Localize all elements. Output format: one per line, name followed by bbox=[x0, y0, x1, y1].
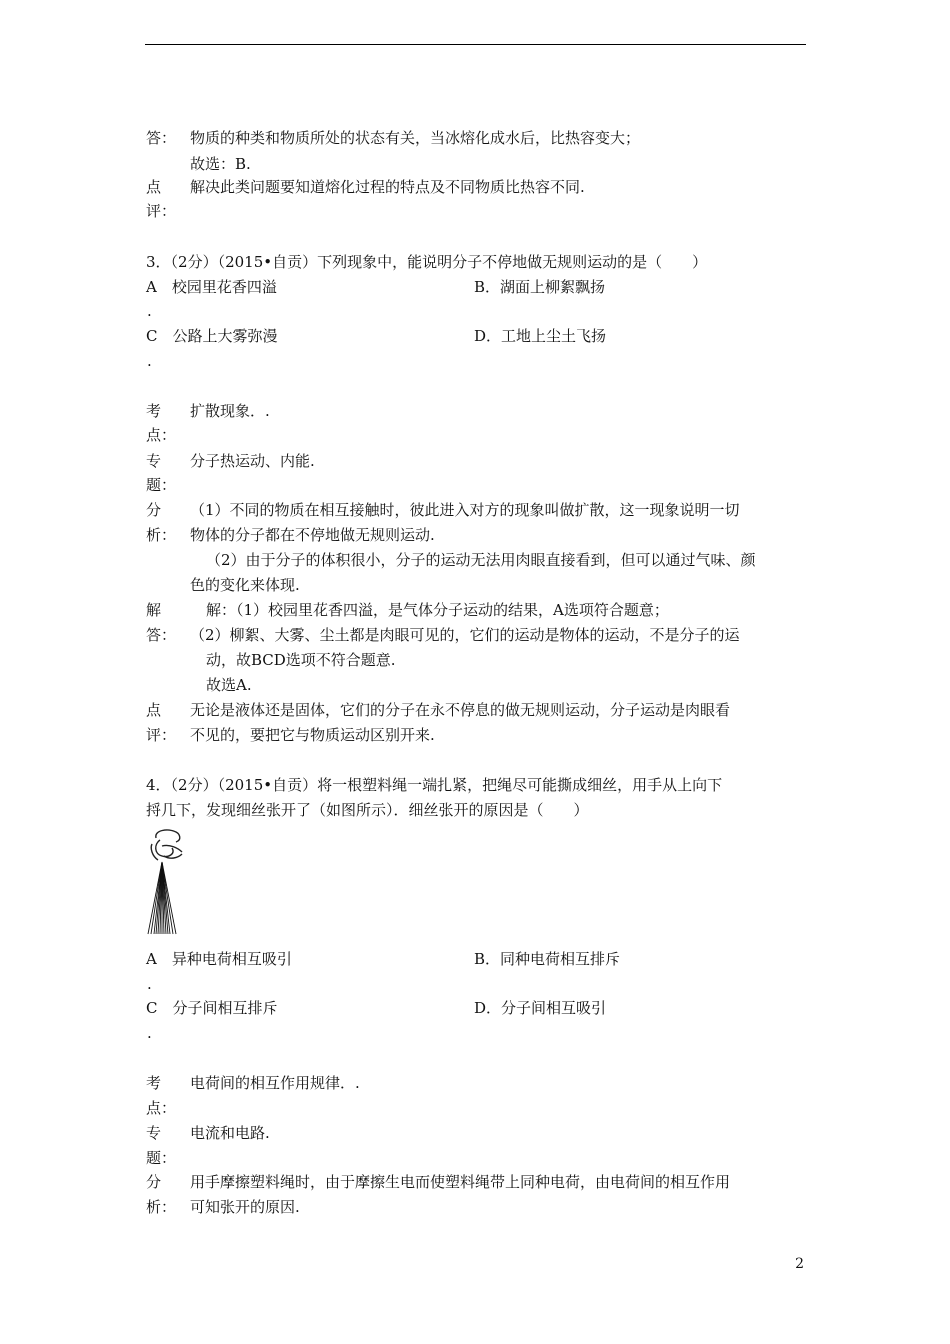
q4-stem-2: 捋几下，发现细丝张开了（如图所示）．细丝张开的原因是（ ） bbox=[146, 801, 589, 819]
q4-fenxi-line: 可知张开的原因. bbox=[190, 1198, 300, 1216]
comment-label: 点 bbox=[146, 178, 162, 196]
q3-option-dot: . bbox=[147, 352, 152, 370]
q3-fenxi-line: 色的变化来体现. bbox=[190, 576, 300, 594]
q4-fenxi-label: 分 bbox=[146, 1173, 162, 1191]
q3-zhuanti-label: 专 bbox=[146, 452, 162, 470]
q3-fenxi-line: （2）由于分子的体积很小，分子的运动无法用肉眼直接看到，但可以通过气味、颜 bbox=[206, 551, 756, 569]
q3-dianping-line: 不见的，要把它与物质运动区别开来. bbox=[190, 726, 435, 744]
q3-jieda-line: 解：（1）校园里花香四溢，是气体分子运动的结果，A选项符合题意； bbox=[206, 601, 669, 619]
q4-fenxi-label-2: 析： bbox=[146, 1198, 177, 1216]
answer-choice: 故选：B. bbox=[190, 155, 251, 173]
q4-option-dot: . bbox=[147, 975, 152, 993]
q3-option-d: D．工地上尘土飞扬 bbox=[474, 327, 607, 345]
header-rule bbox=[145, 44, 806, 45]
q3-fenxi-line: 物体的分子都在不停地做无规则运动. bbox=[190, 526, 435, 544]
q3-jieda-line: 故选A. bbox=[206, 676, 252, 694]
q3-option-c: C 公路上大雾弥漫 bbox=[146, 327, 278, 345]
q3-option-dot: . bbox=[147, 302, 152, 320]
q3-option-a: A 校园里花香四溢 bbox=[146, 278, 277, 296]
q4-option-d: D．分子间相互吸引 bbox=[474, 999, 607, 1017]
q3-option-b: B．湖面上柳絮飘扬 bbox=[474, 278, 606, 296]
q3-jieda-label-2: 答： bbox=[146, 626, 177, 644]
page-number: 2 bbox=[795, 1256, 804, 1272]
q4-zhuanti-text: 电流和电路. bbox=[190, 1124, 270, 1142]
q3-dianping-label: 点 bbox=[146, 701, 162, 719]
answer-text: 物质的种类和物质所处的状态有关，当冰熔化成水后，比热容变大； bbox=[190, 129, 641, 147]
q3-dianping-label-2: 评： bbox=[146, 726, 177, 744]
q4-zhuanti-label-2: 题： bbox=[146, 1149, 177, 1167]
q3-fenxi-line: （1）不同的物质在相互接触时，彼此进入对方的现象叫做扩散，这一现象说明一切 bbox=[190, 501, 740, 519]
q4-kaodian-label-2: 点： bbox=[146, 1099, 177, 1117]
q3-jieda-line: （2）柳絮、大雾、尘土都是肉眼可见的，它们的运动是物体的运动，不是分子的运 bbox=[190, 626, 740, 644]
q4-option-b: B．同种电荷相互排斥 bbox=[474, 950, 621, 968]
q4-kaodian-label: 考 bbox=[146, 1074, 162, 1092]
q3-zhuanti-text: 分子热运动、内能. bbox=[190, 452, 315, 470]
q4-option-c: C 分子间相互排斥 bbox=[146, 999, 278, 1017]
q3-jieda-line: 动，故BCD选项不符合题意. bbox=[206, 651, 396, 669]
q3-kaodian-label-2: 点： bbox=[146, 426, 177, 444]
comment-label-2: 评： bbox=[146, 202, 177, 220]
q3-fenxi-label: 分 bbox=[146, 501, 162, 519]
q4-option-dot: . bbox=[147, 1024, 152, 1042]
q3-kaodian-text: 扩散现象．. bbox=[190, 402, 270, 420]
answer-label: 答： bbox=[146, 129, 177, 147]
q3-dianping-line: 无论是液体还是固体，它们的分子在永不停息的做无规则运动，分子运动是肉眼看 bbox=[190, 701, 731, 719]
plastic-string-figure bbox=[146, 826, 196, 936]
comment-text: 解决此类问题要知道熔化过程的特点及不同物质比热容不同. bbox=[190, 178, 585, 196]
q4-fenxi-line: 用手摩擦塑料绳时，由于摩擦生电而使塑料绳带上同种电荷，由电荷间的相互作用 bbox=[190, 1173, 731, 1191]
q3-fenxi-label-2: 析： bbox=[146, 526, 177, 544]
q3-kaodian-label: 考 bbox=[146, 402, 162, 420]
q3-zhuanti-label-2: 题： bbox=[146, 476, 177, 494]
q4-zhuanti-label: 专 bbox=[146, 1124, 162, 1142]
q3-jieda-label: 解 bbox=[146, 601, 162, 619]
q4-option-a: A 异种电荷相互吸引 bbox=[146, 950, 292, 968]
q4-kaodian-text: 电荷间的相互作用规律．. bbox=[190, 1074, 360, 1092]
q4-stem: 4．（2分）（2015•自贡）将一根塑料绳一端扎紧，把绳尽可能撕成细丝，用手从上向下 bbox=[146, 776, 723, 794]
q3-stem: 3．（2分）（2015•自贡）下列现象中，能说明分子不停地做无规则运动的是（ ） bbox=[146, 253, 708, 271]
